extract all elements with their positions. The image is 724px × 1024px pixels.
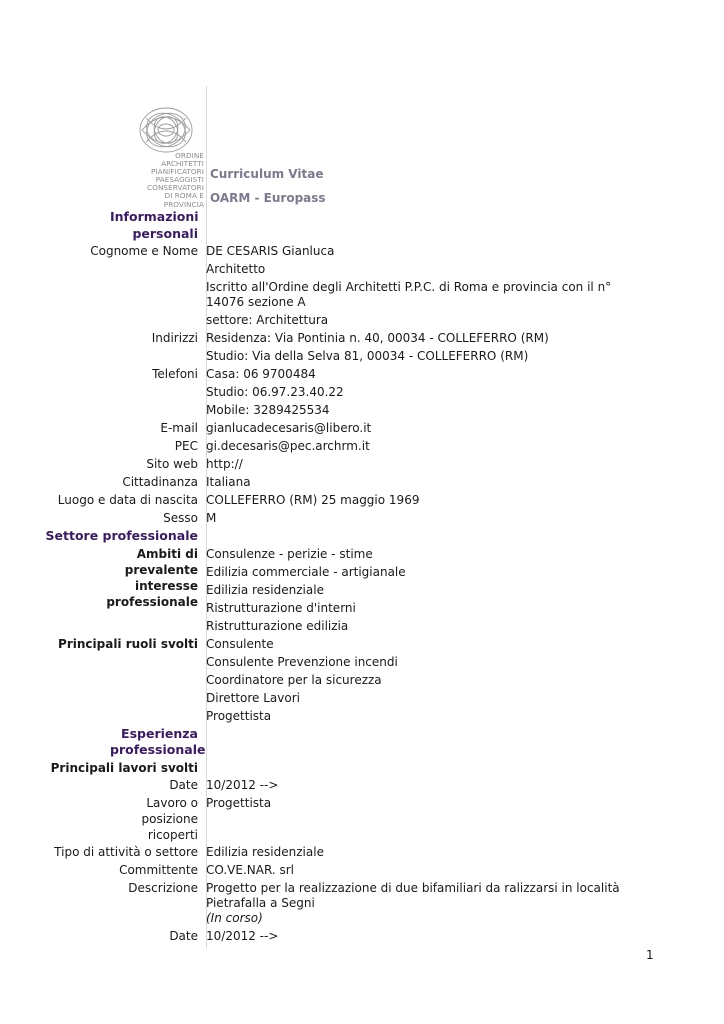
section-esperienza <box>0 725 724 759</box>
status-text: (In corso) <box>206 910 263 925</box>
field-value: M <box>206 511 217 525</box>
field-value: Iscritto all'Ordine degli Architetti P.P.C. di Roma e provincia con il n° 14076 sezione A <box>206 280 612 309</box>
field-value: Studio: Via della Selva 81, 00034 - COLLEFERRO (RM) <box>206 349 529 363</box>
field-label: Telefoni <box>152 367 198 381</box>
field-value: Italiana <box>206 475 251 489</box>
field-label: Date <box>169 928 198 943</box>
row-committente <box>0 861 724 879</box>
field-label: Tipo di attività o settore <box>54 844 198 859</box>
list-item: Consulente <box>206 636 274 651</box>
field-label: PEC <box>174 439 198 453</box>
descrizione-text: Progetto per la realizzazione di due bifamiliari da ralizzarsi in località Pietrafalla a Segni <box>206 880 620 910</box>
row-pec <box>0 437 724 455</box>
row-cittadinanza <box>0 473 724 491</box>
row-nome <box>0 242 724 260</box>
field-value: settore: Architettura <box>206 313 329 327</box>
row-date <box>0 776 724 794</box>
row-iscrizione <box>0 278 724 311</box>
field-value: Casa: 06 9700484 <box>206 367 316 381</box>
field-value: 10/2012 --> <box>206 777 279 792</box>
pec-value[interactable]: gi.decesaris@pec.archrm.it <box>206 439 370 453</box>
field-label: Date <box>169 777 198 792</box>
email-value[interactable]: gianlucadecesaris@libero.it <box>206 421 372 435</box>
row-ruoli <box>0 635 724 725</box>
field-label: Descrizione <box>128 880 198 895</box>
field-value: Edilizia residenziale <box>206 844 324 859</box>
field-label: Indirizzi <box>151 331 198 345</box>
section-subtitle: Principali lavori svolti <box>50 760 198 775</box>
row-posizione <box>0 794 724 843</box>
row-tel-studio <box>0 383 724 401</box>
row-studio <box>0 347 724 365</box>
field-label: Lavoro o posizione ricoperti <box>141 795 198 842</box>
section-title: Settore professionale <box>45 528 198 543</box>
row-date-2 <box>0 927 724 945</box>
field-label: Cittadinanza <box>122 475 198 489</box>
field-value: Residenza: Via Pontinia n. 40, 00034 - COLLEFERRO (RM) <box>206 331 549 345</box>
field-label: E-mail <box>160 421 198 435</box>
field-label: Luogo e data di nascita <box>57 493 198 507</box>
row-sesso <box>0 509 724 527</box>
row-nascita <box>0 491 724 509</box>
list-item: Direttore Lavori <box>206 690 300 705</box>
field-value: Architetto <box>206 262 266 276</box>
field-value: Studio: 06.97.23.40.22 <box>206 385 344 399</box>
row-descrizione <box>0 879 724 927</box>
row-tipo <box>0 843 724 861</box>
logo-text: ORDINE ARCHITETTI PIANIFICATORI PAESAGGISTI CONSERVATORI DI ROMA E PROVINCIA <box>147 151 204 209</box>
row-tel-mobile <box>0 401 724 419</box>
website-link[interactable]: http:// <box>206 457 243 471</box>
field-label: Ambiti di prevalente interesse professionale <box>106 546 198 609</box>
field-value: 10/2012 --> <box>206 928 279 943</box>
row-principali-lavori <box>0 759 724 776</box>
field-value <box>202 879 646 927</box>
cv-subtitle: OARM - Europass <box>210 191 326 205</box>
list-item: Consulenze - perizie - stime <box>206 546 373 561</box>
field-value: Progettista <box>206 795 272 810</box>
list-item: Coordinatore per la sicurezza <box>206 672 382 687</box>
field-label: Sito web <box>146 457 198 471</box>
field-label: Cognome e Nome <box>90 244 198 258</box>
list-item: Ristrutturazione d'interni <box>206 600 356 615</box>
row-ambiti <box>0 545 724 635</box>
list-item: Ristrutturazione edilizia <box>206 618 349 633</box>
row-indirizzi <box>0 329 724 347</box>
field-value: COLLEFERRO (RM) 25 maggio 1969 <box>206 493 420 507</box>
ruoli-list <box>202 635 646 725</box>
list-item: Edilizia commerciale - artigianale <box>206 564 406 579</box>
row-sito <box>0 455 724 473</box>
field-label: Committente <box>119 862 198 877</box>
section-title: Esperienza professionale <box>110 725 206 757</box>
field-value: CO.VE.NAR. srl <box>206 862 295 877</box>
list-item: Edilizia residenziale <box>206 582 324 597</box>
page-number: 1 <box>646 948 654 962</box>
section-settore <box>0 527 724 545</box>
row-titolo <box>0 260 724 278</box>
field-label: Principali ruoli svolti <box>58 636 198 651</box>
ambiti-list <box>202 545 646 635</box>
list-item: Progettista <box>206 708 272 723</box>
section-title: Informazioni personali <box>110 209 199 241</box>
row-settore <box>0 311 724 329</box>
cv-body <box>0 208 724 945</box>
row-email <box>0 419 724 437</box>
row-telefoni <box>0 365 724 383</box>
list-item: Consulente Prevenzione incendi <box>206 654 398 669</box>
field-value: Mobile: 3289425534 <box>206 403 330 417</box>
field-label: Sesso <box>163 511 198 525</box>
cv-title: Curriculum Vitae <box>210 167 324 181</box>
section-informazioni <box>0 208 724 242</box>
field-value: DE CESARIS Gianluca <box>206 244 335 258</box>
